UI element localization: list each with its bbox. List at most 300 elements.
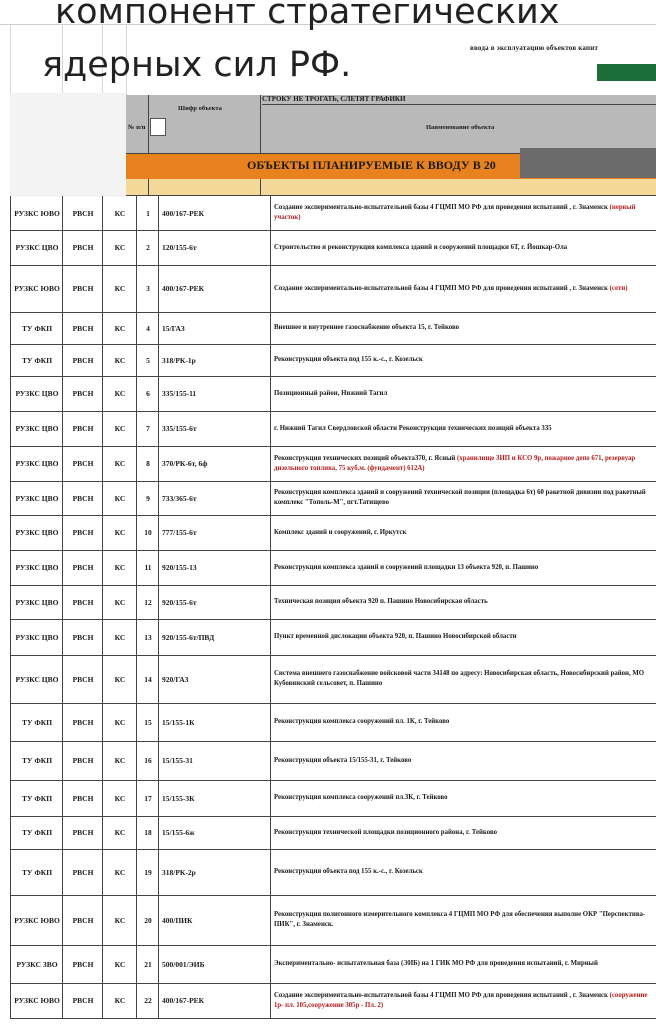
code-cell bbox=[158, 945, 270, 983]
object-note-text: (нервый участок) bbox=[274, 204, 636, 221]
district-cell-text: ТУ ФКП bbox=[21, 867, 53, 877]
ks-cell bbox=[102, 230, 137, 265]
branch-cell bbox=[62, 655, 103, 703]
code-cell bbox=[158, 816, 270, 849]
district-cell-text: ТУ ФКП bbox=[21, 793, 53, 803]
ks-cell bbox=[102, 481, 137, 515]
object-name-cell bbox=[270, 585, 656, 619]
header-divider bbox=[260, 95, 261, 153]
header-right-caption: ввода в эксплуатацию объектов капит bbox=[470, 44, 599, 52]
ks-cell bbox=[102, 265, 137, 312]
code-cell-text: 400/ПИК bbox=[162, 915, 193, 925]
table-row bbox=[10, 945, 656, 984]
number-cell-text: 1 bbox=[146, 208, 150, 218]
code-cell bbox=[158, 344, 270, 376]
number-cell-text: 6 bbox=[146, 389, 150, 398]
ks-cell bbox=[102, 411, 137, 446]
district-cell-text: РУЗКС ЮВО bbox=[14, 996, 60, 1005]
object-name-text: Создание экспериментально-испытательной базы 4 ГЦМП МО РФ для проведения испытаний , г. Знаменск bbox=[274, 991, 608, 999]
branch-cell bbox=[62, 585, 103, 619]
yellow-divider bbox=[148, 179, 149, 195]
code-cell-text: 920/155-6т bbox=[162, 597, 197, 607]
ks-cell-text: КС bbox=[114, 793, 126, 803]
branch-cell bbox=[62, 945, 103, 983]
number-cell bbox=[136, 945, 159, 983]
ks-cell bbox=[102, 849, 137, 895]
number-cell-text: 14 bbox=[144, 674, 152, 684]
number-cell bbox=[136, 312, 159, 344]
branch-cell bbox=[62, 376, 103, 411]
district-cell bbox=[10, 481, 63, 515]
number-cell-text: 11 bbox=[144, 563, 152, 572]
header-divider bbox=[262, 104, 656, 105]
ks-cell bbox=[102, 550, 137, 585]
object-name-text: Реконструкция объекта под 155 к.-с., г. Козельск bbox=[274, 868, 423, 875]
ks-cell-text: КС bbox=[114, 867, 126, 877]
table-row bbox=[10, 265, 656, 313]
code-cell bbox=[158, 550, 270, 585]
header-divider bbox=[148, 95, 149, 153]
district-cell-text: ТУ ФКП bbox=[21, 756, 53, 765]
object-name-text: Реконструкция комплекса зданий и сооружений площадки 13 объекта 920, п. Пашино bbox=[274, 563, 539, 571]
code-cell-text: 920/155-13 bbox=[162, 563, 197, 572]
code-cell-text: 920/155-6т/ПВД bbox=[162, 632, 215, 642]
district-cell-text: РУЗКС ЦВО bbox=[15, 528, 59, 537]
code-cell bbox=[158, 481, 270, 515]
ks-cell bbox=[102, 945, 137, 983]
table-row bbox=[10, 816, 656, 850]
code-cell-text: 15/155-31 bbox=[162, 756, 193, 765]
district-cell bbox=[10, 411, 63, 446]
branch-cell bbox=[62, 344, 103, 376]
object-name-cell bbox=[270, 945, 656, 983]
table-row bbox=[10, 983, 656, 1019]
ks-cell bbox=[102, 196, 137, 230]
district-cell-text: РУЗКС ЦВО bbox=[15, 563, 59, 572]
branch-cell-text: РВСН bbox=[72, 867, 94, 877]
object-name-text: Комплекс зданий и сооружений, г. Иркутск bbox=[274, 528, 407, 536]
number-cell bbox=[136, 230, 159, 265]
ks-cell bbox=[102, 741, 137, 780]
object-name-cell bbox=[270, 196, 656, 230]
ks-cell-text: КС bbox=[114, 243, 126, 252]
branch-cell bbox=[62, 411, 103, 446]
title-line-2: ядерных сил РФ. bbox=[42, 45, 352, 85]
branch-cell bbox=[62, 265, 103, 312]
number-cell bbox=[136, 655, 159, 703]
code-cell-text: 15/155-6ж bbox=[162, 828, 195, 837]
code-cell-text: 15/155-1К bbox=[162, 717, 195, 727]
district-cell-text: РУЗКС ЗВО bbox=[16, 959, 58, 969]
ks-cell-text: КС bbox=[114, 756, 126, 765]
object-name-text: Система внешнего газоснабжение войсковой части 34148 по адресу: Новосибирская область, Новосибирский район, МО Кубовинский сельсовет, п. Пашино bbox=[274, 670, 645, 687]
number-cell bbox=[136, 196, 159, 230]
object-name-text: Реконструкция комплекса сооружений пл. 1К, г. Тейково bbox=[274, 718, 450, 725]
number-cell bbox=[136, 265, 159, 312]
district-cell-text: РУЗКС ЦВО bbox=[15, 459, 59, 468]
branch-cell bbox=[62, 849, 103, 895]
header-checkbox[interactable] bbox=[150, 118, 166, 136]
object-name-cell bbox=[270, 983, 656, 1018]
branch-cell-text: РВСН bbox=[72, 323, 94, 333]
branch-cell bbox=[62, 481, 103, 515]
ks-cell-text: КС bbox=[114, 493, 126, 503]
number-cell-text: 19 bbox=[144, 867, 152, 877]
ks-cell-text: КС bbox=[114, 959, 126, 969]
district-cell bbox=[10, 945, 63, 983]
code-cell bbox=[158, 265, 270, 312]
code-cell-text: 370/РК-6т, 6ф bbox=[162, 459, 208, 468]
object-note-text: (хранилище ЗИП и КСО 9р, пожарное депо 671, резервуар дизельного топлива, 75 куб.м. (фундамент) 612А) bbox=[274, 454, 636, 472]
table-row bbox=[10, 895, 656, 946]
object-name-cell bbox=[270, 550, 656, 585]
object-name-cell bbox=[270, 481, 656, 515]
branch-cell bbox=[62, 196, 103, 230]
district-cell bbox=[10, 550, 63, 585]
number-cell bbox=[136, 619, 159, 655]
code-cell bbox=[158, 585, 270, 619]
branch-cell bbox=[62, 895, 103, 945]
branch-cell-text: РВСН bbox=[72, 959, 94, 969]
branch-cell bbox=[62, 230, 103, 265]
number-cell-text: 10 bbox=[144, 528, 152, 537]
table-row bbox=[10, 550, 656, 586]
number-cell-text: 15 bbox=[144, 717, 152, 727]
number-cell-text: 7 bbox=[146, 424, 150, 433]
ks-cell-text: КС bbox=[114, 717, 126, 727]
code-cell bbox=[158, 515, 270, 550]
branch-cell-text: РВСН bbox=[72, 996, 94, 1005]
table-row bbox=[10, 741, 656, 781]
code-cell-text: 120/155-6т bbox=[162, 243, 197, 252]
ks-cell-text: КС bbox=[114, 355, 126, 365]
branch-cell-text: РВСН bbox=[72, 915, 94, 925]
object-name-text: Техническая позиция объекта 920 п. Пашино Новосибирская область bbox=[274, 598, 488, 605]
table-row bbox=[10, 780, 656, 817]
object-name-cell bbox=[270, 849, 656, 895]
object-name-cell bbox=[270, 446, 656, 481]
district-cell-text: РУЗКС ЦВО bbox=[15, 389, 59, 398]
table-row bbox=[10, 585, 656, 620]
object-name-cell bbox=[270, 265, 656, 312]
branch-cell-text: РВСН bbox=[72, 208, 94, 218]
number-cell-text: 9 bbox=[146, 493, 150, 503]
header-code-label: Шифр объекта bbox=[178, 105, 222, 112]
district-cell-text: РУЗКС ЦВО bbox=[15, 674, 59, 684]
branch-cell-text: РВСН bbox=[72, 756, 94, 765]
object-name-cell bbox=[270, 703, 656, 741]
code-cell-text: 335/155-11 bbox=[162, 389, 197, 398]
number-cell-text: 20 bbox=[144, 915, 152, 925]
branch-cell-text: РВСН bbox=[72, 459, 94, 468]
number-cell-text: 5 bbox=[146, 355, 150, 365]
branch-cell-text: РВСН bbox=[72, 389, 94, 398]
code-cell-text: 400/167-РЕК bbox=[162, 284, 205, 293]
object-note-text: (сооружение 1р- пл. 105,сооружение 305р - Пл. 2) bbox=[274, 991, 648, 1009]
code-cell bbox=[158, 411, 270, 446]
object-name-cell bbox=[270, 376, 656, 411]
object-name-cell bbox=[270, 312, 656, 344]
table-row bbox=[10, 230, 656, 266]
number-cell-text: 16 bbox=[144, 756, 152, 765]
number-cell-text: 4 bbox=[146, 323, 150, 333]
header-name-label: Наименование объекта bbox=[426, 124, 495, 131]
district-cell bbox=[10, 376, 63, 411]
branch-cell bbox=[62, 312, 103, 344]
branch-cell bbox=[62, 780, 103, 816]
district-cell-text: ТУ ФКП bbox=[21, 717, 53, 727]
number-cell bbox=[136, 895, 159, 945]
branch-cell bbox=[62, 703, 103, 741]
code-cell-text: 15/155-3К bbox=[162, 793, 195, 803]
number-cell bbox=[136, 585, 159, 619]
object-name-text: Реконструкция технических позиций объекта370, г. Ясный bbox=[274, 454, 456, 462]
code-cell-text: 733/365-6т bbox=[162, 493, 197, 503]
ks-cell-text: КС bbox=[114, 632, 126, 642]
table-row bbox=[10, 411, 656, 447]
district-cell bbox=[10, 983, 63, 1018]
branch-cell-text: РВСН bbox=[72, 597, 94, 607]
header-left-blank-cells bbox=[10, 93, 126, 197]
number-cell bbox=[136, 344, 159, 376]
table-row bbox=[10, 344, 656, 377]
district-cell bbox=[10, 515, 63, 550]
number-cell bbox=[136, 849, 159, 895]
number-cell-text: 3 bbox=[146, 284, 150, 293]
ks-cell bbox=[102, 376, 137, 411]
object-name-text: Реконструкция объекта под 155 к.-с., г. Козельск bbox=[274, 356, 423, 363]
code-cell bbox=[158, 376, 270, 411]
branch-cell-text: РВСН bbox=[72, 284, 94, 293]
district-cell-text: РУЗКС ЮВО bbox=[14, 284, 60, 293]
code-cell bbox=[158, 619, 270, 655]
district-cell-text: ТУ ФКП bbox=[21, 828, 53, 837]
code-cell-text: 500/001/ЭИБ bbox=[162, 959, 205, 969]
district-cell bbox=[10, 849, 63, 895]
section-title: ОБЪЕКТЫ ПЛАНИРУЕМЫЕ К ВВОДУ В 20 bbox=[247, 158, 496, 172]
ks-cell-text: КС bbox=[114, 389, 126, 398]
header-no-label: № п/п bbox=[128, 124, 146, 131]
district-cell bbox=[10, 446, 63, 481]
code-cell bbox=[158, 446, 270, 481]
yellow-divider bbox=[260, 179, 261, 195]
code-cell bbox=[158, 230, 270, 265]
branch-cell-text: РВСН bbox=[72, 632, 94, 642]
number-cell-text: 13 bbox=[144, 632, 152, 642]
object-name-cell bbox=[270, 895, 656, 945]
branch-cell-text: РВСН bbox=[72, 563, 94, 572]
code-cell bbox=[158, 895, 270, 945]
object-name-cell bbox=[270, 780, 656, 816]
object-name-text: Строительство и реконструкция комплекса зданий и сооружений площадки 6Т, г. Йошкар-Ола bbox=[274, 243, 568, 251]
district-cell-text: РУЗКС ЦВО bbox=[15, 632, 59, 642]
district-cell bbox=[10, 703, 63, 741]
ks-cell-text: КС bbox=[114, 563, 126, 572]
number-cell bbox=[136, 816, 159, 849]
district-cell bbox=[10, 741, 63, 780]
number-cell bbox=[136, 983, 159, 1018]
district-cell bbox=[10, 585, 63, 619]
branch-cell-text: РВСН bbox=[72, 717, 94, 727]
ks-cell-text: КС bbox=[114, 284, 126, 293]
table-row bbox=[10, 481, 656, 516]
object-name-text: Создание экспериментально-испытательной базы 4 ГЦМП МО РФ для проведения испытаний , г. Знаменск bbox=[274, 284, 608, 292]
object-name-text: Реконструкция объекта 15/155-31, г. Тейково bbox=[274, 756, 412, 764]
ks-cell bbox=[102, 655, 137, 703]
number-cell bbox=[136, 741, 159, 780]
table-row bbox=[10, 655, 656, 704]
branch-cell-text: РВСН bbox=[72, 424, 94, 433]
ks-cell-text: КС bbox=[114, 996, 126, 1005]
number-cell bbox=[136, 376, 159, 411]
object-name-cell bbox=[270, 816, 656, 849]
branch-cell bbox=[62, 741, 103, 780]
district-cell bbox=[10, 312, 63, 344]
table-row bbox=[10, 619, 656, 656]
ks-cell-text: КС bbox=[114, 915, 126, 925]
district-cell bbox=[10, 196, 63, 230]
district-cell-text: РУЗКС ЦВО bbox=[15, 243, 59, 252]
district-cell-text: РУЗКС ЦВО bbox=[15, 424, 59, 433]
ks-cell-text: КС bbox=[114, 528, 126, 537]
branch-cell bbox=[62, 550, 103, 585]
code-cell bbox=[158, 312, 270, 344]
ks-cell-text: КС bbox=[114, 323, 126, 333]
table-row bbox=[10, 376, 656, 412]
district-cell bbox=[10, 619, 63, 655]
object-name-text: Реконструкция полигонного измерительного комплекса 4 ГЦМП МО РФ для обеспечения выполне ОКР "Перспектива-ПИК", г. Знаменск. bbox=[274, 911, 646, 928]
object-name-text: Реконструкция комплекса сооружений пл.3К, г. Тейково bbox=[274, 794, 448, 801]
table-row bbox=[10, 515, 656, 551]
code-cell-text: 15/ГАЗ bbox=[162, 323, 185, 333]
ks-cell bbox=[102, 780, 137, 816]
number-cell-text: 18 bbox=[144, 828, 152, 837]
code-cell-text: 777/155-6т bbox=[162, 528, 197, 537]
ks-cell bbox=[102, 816, 137, 849]
district-cell-text: РУЗКС ЦВО bbox=[15, 493, 59, 503]
ks-cell bbox=[102, 895, 137, 945]
branch-cell-text: РВСН bbox=[72, 243, 94, 252]
ks-cell bbox=[102, 983, 137, 1018]
object-name-cell bbox=[270, 515, 656, 550]
object-name-text: Экспериментально- испытательная база (ЭИБ) на 1 ГИК МО РФ для проведения испытаний, г. Мирный bbox=[274, 960, 598, 967]
object-name-text: Создание экспериментально-испытательной базы 4 ГЦМП МО РФ для проведения испытаний , г. Знаменск bbox=[274, 204, 608, 211]
number-cell bbox=[136, 411, 159, 446]
ks-cell bbox=[102, 515, 137, 550]
table-row bbox=[10, 446, 656, 482]
ks-cell-text: КС bbox=[114, 674, 126, 684]
header-note: СТРОКУ НЕ ТРОГАТЬ, СЛЕТЯТ ГРАФИКИ bbox=[262, 95, 406, 103]
branch-cell bbox=[62, 816, 103, 849]
district-cell bbox=[10, 895, 63, 945]
branch-cell-text: РВСН bbox=[72, 828, 94, 837]
code-cell-text: 400/167-РЕК bbox=[162, 208, 205, 218]
green-status-bar bbox=[597, 64, 656, 81]
number-cell-text: 21 bbox=[144, 959, 152, 969]
title-line-1: компонент стратегических bbox=[55, 0, 560, 32]
branch-cell-text: РВСН bbox=[72, 493, 94, 503]
ks-cell-text: КС bbox=[114, 828, 126, 837]
number-cell bbox=[136, 703, 159, 741]
code-cell-text: 318/РК-1р bbox=[162, 355, 196, 365]
code-cell bbox=[158, 849, 270, 895]
district-cell-text: РУЗКС ЮВО bbox=[14, 208, 60, 218]
table-row bbox=[10, 849, 656, 896]
code-cell-text: 400/167-РЕК bbox=[162, 996, 205, 1005]
code-cell bbox=[158, 703, 270, 741]
district-cell bbox=[10, 265, 63, 312]
code-cell-text: 318/РК-2р bbox=[162, 867, 196, 877]
ks-cell bbox=[102, 585, 137, 619]
branch-cell-text: РВСН bbox=[72, 355, 94, 365]
ks-cell bbox=[102, 446, 137, 481]
number-cell-text: 17 bbox=[144, 793, 152, 803]
table-row bbox=[10, 703, 656, 742]
ks-cell bbox=[102, 619, 137, 655]
number-cell bbox=[136, 446, 159, 481]
code-cell bbox=[158, 780, 270, 816]
district-cell bbox=[10, 655, 63, 703]
object-note-text: (сети) bbox=[609, 284, 628, 292]
table-row bbox=[10, 312, 656, 345]
district-cell bbox=[10, 230, 63, 265]
object-name-text: Пункт временной дислокации объекта 920, п. Пашино Новосибирской области bbox=[274, 633, 517, 640]
branch-cell-text: РВСН bbox=[72, 793, 94, 803]
number-cell bbox=[136, 481, 159, 515]
branch-cell-text: РВСН bbox=[72, 528, 94, 537]
ks-cell bbox=[102, 312, 137, 344]
object-name-cell bbox=[270, 741, 656, 780]
branch-cell-text: РВСН bbox=[72, 674, 94, 684]
object-name-text: Позиционный район, Нижний Тагил bbox=[274, 389, 388, 397]
number-cell bbox=[136, 515, 159, 550]
district-cell-text: РУЗКС ЦВО bbox=[15, 597, 59, 607]
code-cell bbox=[158, 741, 270, 780]
district-cell-text: ТУ ФКП bbox=[21, 355, 53, 365]
ks-cell-text: КС bbox=[114, 208, 126, 218]
object-name-cell bbox=[270, 230, 656, 265]
yellow-band bbox=[126, 179, 656, 196]
ks-cell bbox=[102, 344, 137, 376]
branch-cell bbox=[62, 619, 103, 655]
object-name-text: Реконструкция комплекса зданий и сооружений технической позиции (площадка 6т) 60 ракетной дивизии под ракетный комплекс "Тополь-М", пгт.Татищево bbox=[274, 489, 646, 506]
district-cell-text: ТУ ФКП bbox=[21, 323, 53, 333]
object-name-text: Реконструкция технической площадки позиционного района, г. Тейково bbox=[274, 828, 497, 836]
number-cell bbox=[136, 780, 159, 816]
object-name-text: Внешнее и внутреннее газоснабжение объекта 15, г. Тейково bbox=[274, 324, 460, 331]
code-cell bbox=[158, 196, 270, 230]
object-name-cell bbox=[270, 344, 656, 376]
code-cell bbox=[158, 983, 270, 1018]
number-cell bbox=[136, 550, 159, 585]
ks-cell-text: КС bbox=[114, 597, 126, 607]
redacted-block bbox=[520, 148, 656, 178]
number-cell-text: 8 bbox=[146, 459, 150, 468]
object-name-text: г. Нижний Тагил Свердловской области Реконструкция технических позиций объекта 335 bbox=[274, 424, 552, 432]
district-cell bbox=[10, 816, 63, 849]
branch-cell bbox=[62, 446, 103, 481]
number-cell-text: 22 bbox=[144, 996, 152, 1005]
district-cell-text: РУЗКС ЮВО bbox=[14, 915, 60, 925]
code-cell-text: 920/ГАЗ bbox=[162, 674, 189, 684]
district-cell bbox=[10, 780, 63, 816]
object-name-cell bbox=[270, 619, 656, 655]
title-band bbox=[0, 0, 656, 92]
code-cell bbox=[158, 655, 270, 703]
number-cell-text: 12 bbox=[144, 597, 152, 607]
object-name-cell bbox=[270, 411, 656, 446]
table-row bbox=[10, 196, 656, 231]
